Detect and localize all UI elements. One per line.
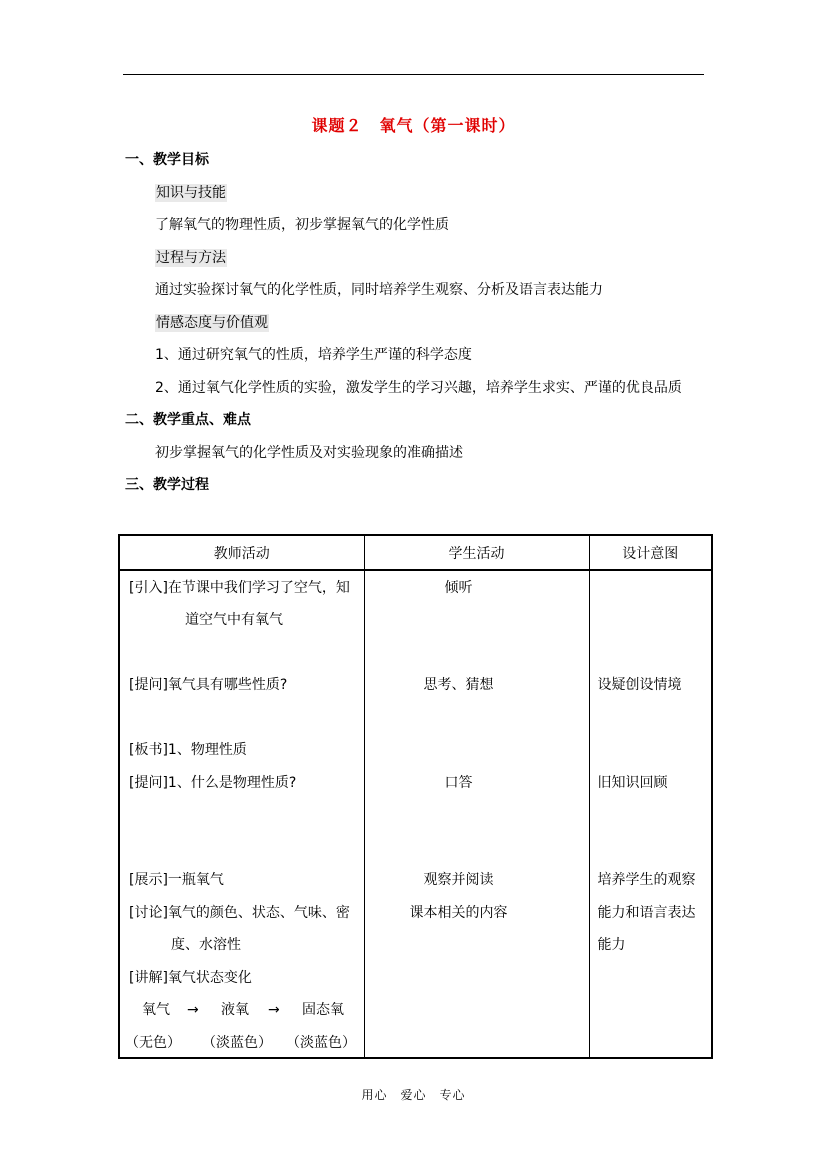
student-line: 课本相关的内容 — [409, 905, 508, 921]
teacher-line: [板书]1、物理性质 — [129, 742, 247, 758]
color-oxygen-gas: （无色） — [125, 1035, 181, 1051]
subheading-attitude: 情感态度与价值观 — [156, 315, 268, 331]
section-heading-key-points: 二、教学重点、难点 — [125, 412, 251, 428]
state-solid-oxygen: 固态氧 — [302, 1002, 344, 1018]
intent-line: 设疑创设情境 — [597, 677, 682, 693]
section-heading-process: 三、教学过程 — [125, 477, 209, 493]
teacher-line: [提问]氧气具有哪些性质? — [129, 677, 288, 693]
teacher-line: [引入]在节课中我们学习了空气，知 — [129, 580, 350, 596]
teacher-line: [展示]一瓶氧气 — [129, 872, 224, 888]
color-liquid-oxygen: （淡蓝色） — [202, 1035, 272, 1051]
document-title: 课题２ 氧气（第一课时） — [311, 116, 516, 135]
student-line: 观察并阅读 — [423, 872, 494, 888]
student-line: 口答 — [444, 775, 473, 791]
design-intent-cell — [589, 570, 712, 1058]
intent-line: 培养学生的观察 — [597, 872, 696, 888]
intent-line: 能力和语言表达 — [597, 905, 696, 921]
color-solid-oxygen: （淡蓝色） — [286, 1035, 356, 1051]
objective-process-text: 通过实验探讨氧气的化学性质，同时培养学生观察、分析及语言表达能力 — [155, 282, 603, 298]
student-activity-cell — [364, 570, 589, 1058]
teacher-activity-cell — [119, 570, 364, 1058]
objective-attitude-text-2: 2、通过氧气化学性质的实验，激发学生的学习兴趣，培养学生求实、严谨的优良品质 — [155, 380, 682, 396]
teacher-line: [提问]1、什么是物理性质? — [129, 775, 297, 791]
header-rule — [123, 74, 704, 75]
subheading-process: 过程与方法 — [156, 250, 226, 266]
state-liquid-oxygen: 液氧 — [221, 1002, 249, 1018]
state-oxygen-gas: 氧气 — [142, 1002, 170, 1018]
page-footer: 用心 爱心 专心 — [361, 1088, 466, 1102]
table-row — [119, 570, 712, 1058]
key-points-text: 初步掌握氧气的化学性质及对实验现象的准确描述 — [155, 445, 463, 461]
arrow-icon: → — [268, 1002, 280, 1018]
table-header-row — [119, 535, 712, 570]
intent-line: 能力 — [597, 937, 626, 953]
subheading-knowledge: 知识与技能 — [156, 185, 226, 201]
teacher-line: 道空气中有氧气 — [185, 612, 283, 628]
header-student-activity: 学生活动 — [364, 535, 589, 570]
objective-attitude-text-1: 1、通过研究氧气的性质，培养学生严谨的科学态度 — [155, 347, 472, 363]
student-line: 倾听 — [444, 580, 473, 596]
header-design-intent: 设计意图 — [589, 535, 712, 570]
lesson-table — [118, 534, 713, 1059]
objective-knowledge-text: 了解氧气的物理性质，初步掌握氧气的化学性质 — [155, 217, 449, 233]
teacher-line: [讲解]氧气状态变化 — [129, 970, 252, 986]
arrow-icon: → — [187, 1002, 199, 1018]
teacher-line: 度、水溶性 — [171, 937, 241, 953]
intent-line: 旧知识回顾 — [597, 775, 668, 791]
section-heading-objectives: 一、教学目标 — [125, 152, 209, 168]
teacher-line: [讨论]氧气的颜色、状态、气味、密 — [129, 905, 350, 921]
header-teacher-activity: 教师活动 — [119, 535, 364, 570]
student-line: 思考、猜想 — [423, 677, 494, 693]
